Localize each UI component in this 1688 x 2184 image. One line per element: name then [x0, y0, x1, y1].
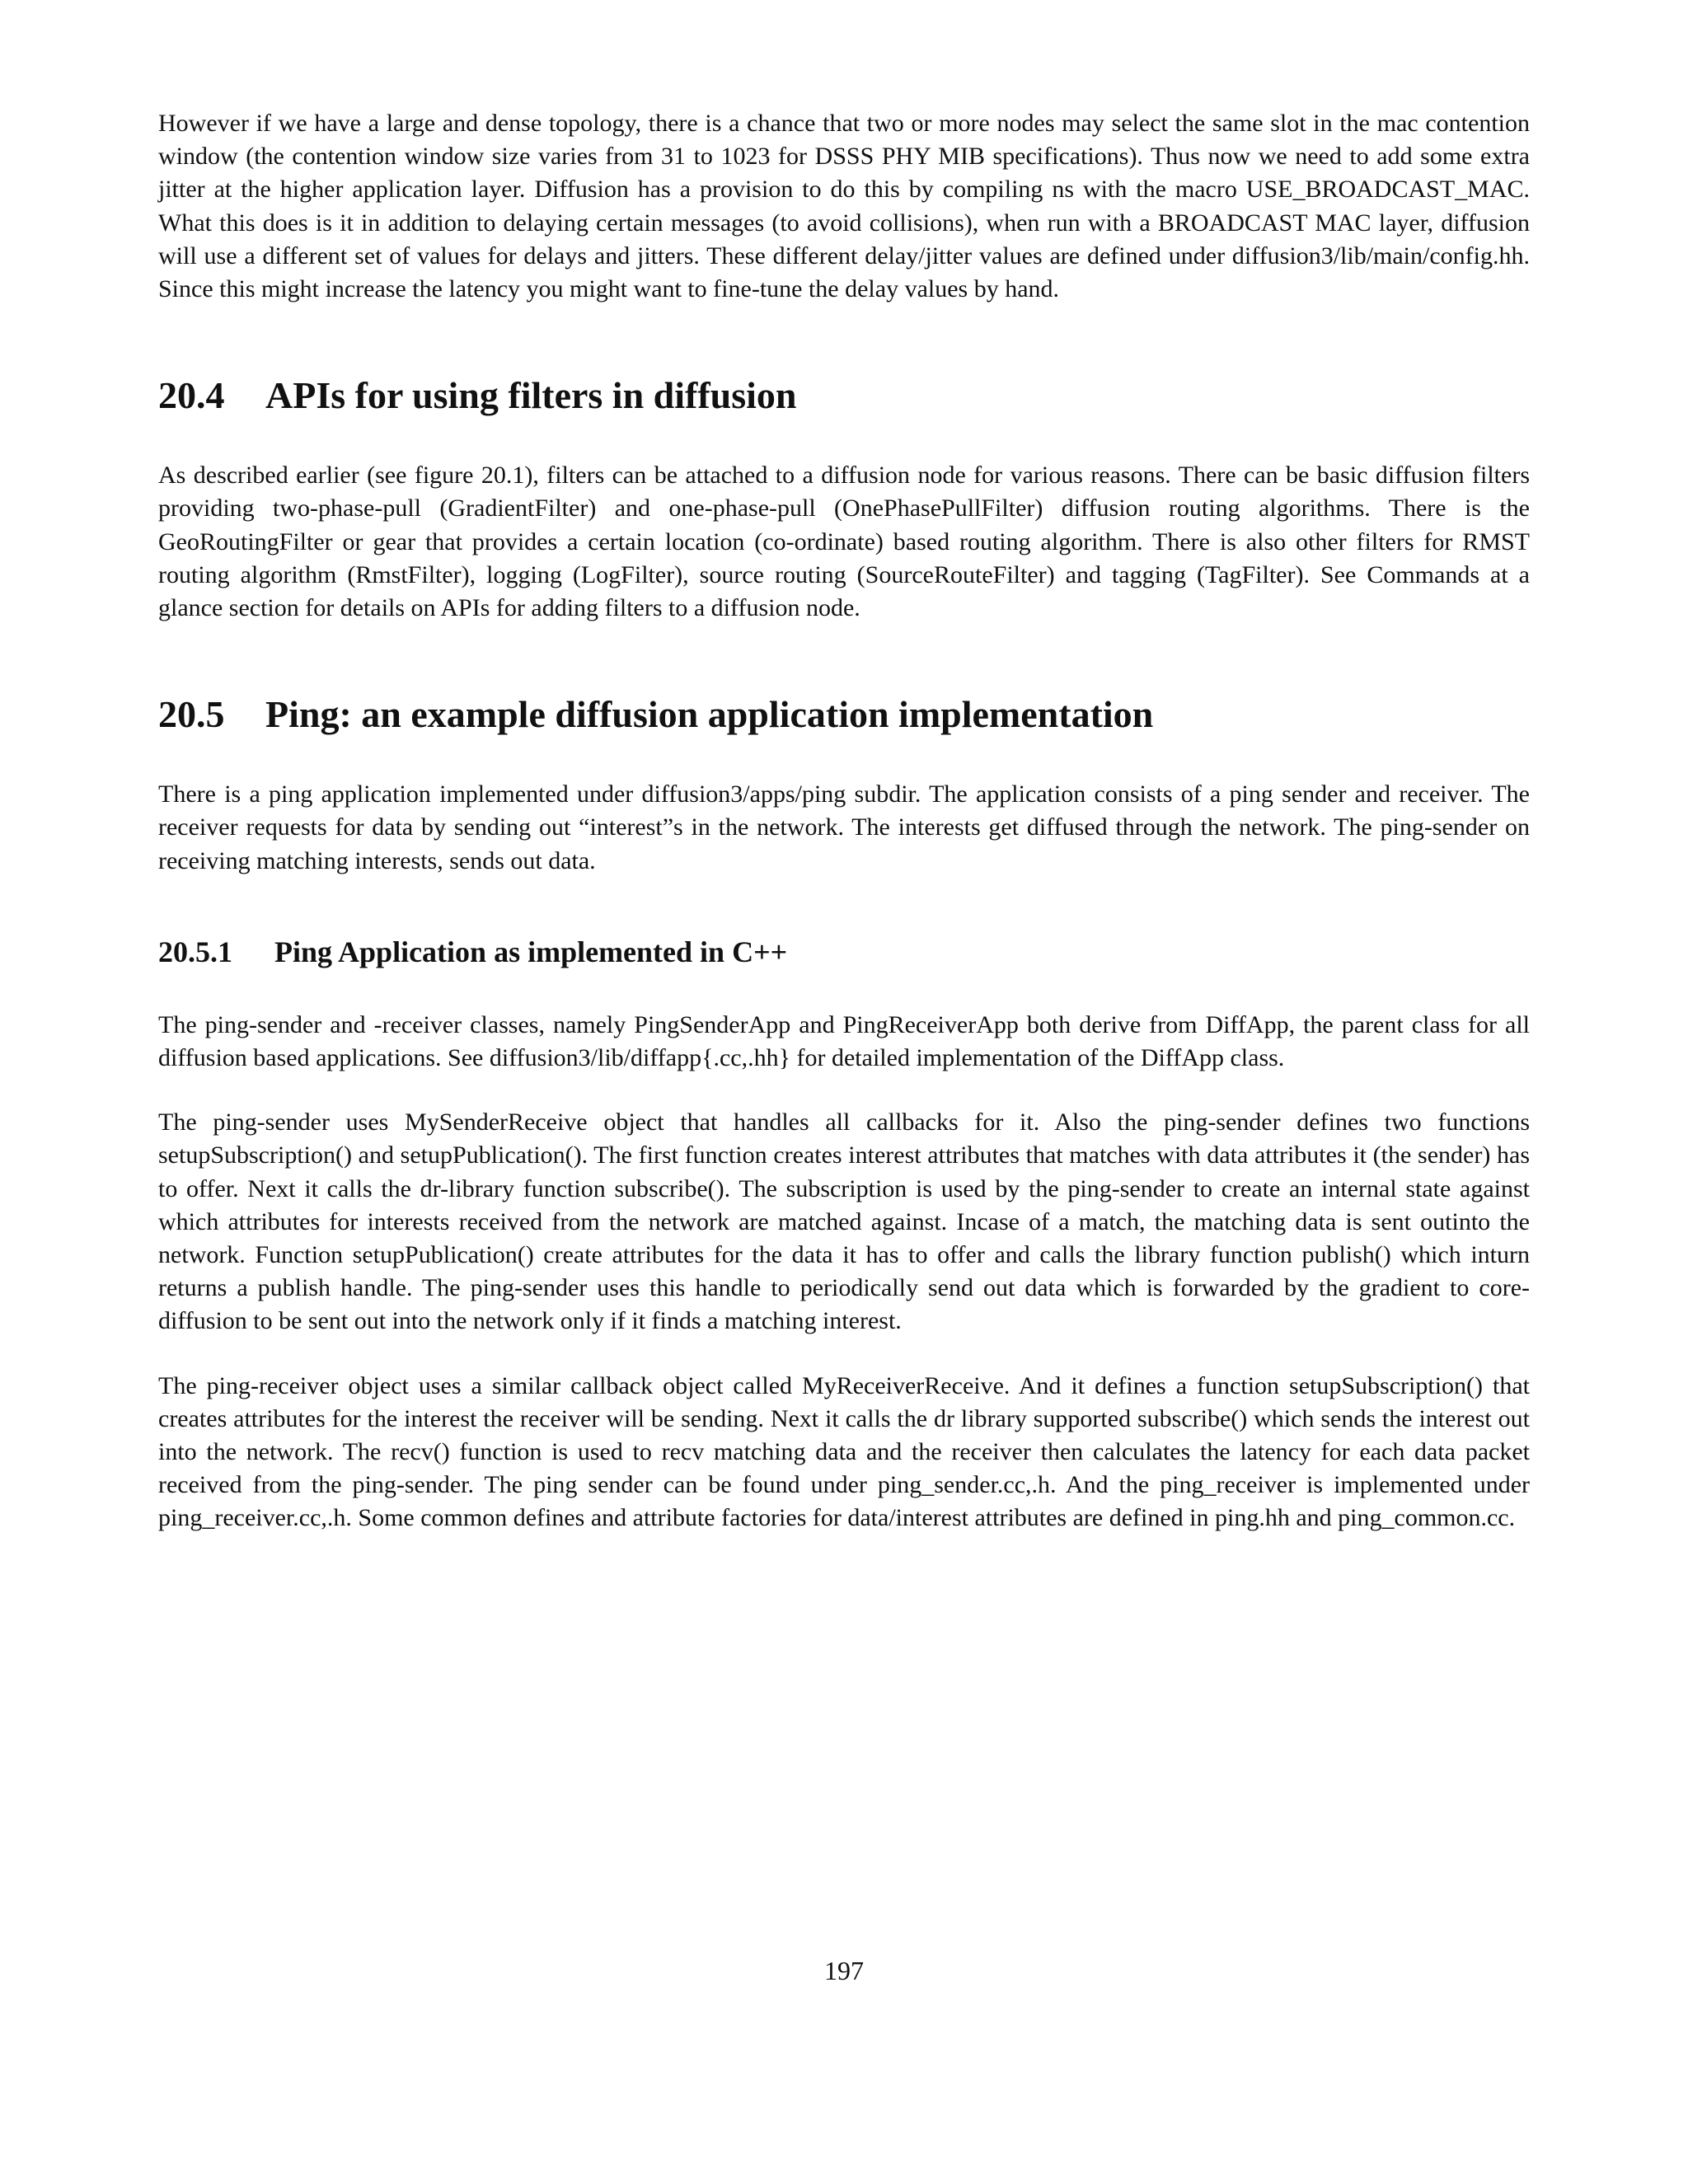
page-content [158, 107, 1530, 1535]
subsection-paragraph-2: The ping-sender uses MySenderReceive object that handles all callbacks for it. Also the ping-sender defines two functions setupSubscription() and setupPublication(). The first function creates interest attributes that matches with data attributes it (the sender) has to offer. Next it calls the dr-library function subscribe(). The subscription is used by the ping-sender to create an internal state against which attributes for interests received from the network are matched against. Incase of a match, the matching data is sent outinto the network. Function setupPublication() create attributes for the data it has to offer and calls the library function publish() which inturn returns a publish handle. The ping-sender uses this handle to periodically send out data which is forwarded by the gradient to core-diffusion to be sent out into the network only if it finds a matching interest. [158, 1108, 1530, 1335]
section-title: Ping: an example diffusion application implementation [265, 693, 1154, 736]
section-heading-20-4 [158, 373, 1530, 419]
subsection-paragraph-3: The ping-receiver object uses a similar callback object called MyReceiverReceive. And it defines a function setupSubscription() that creates attributes for the interest the receiver will be sending. Next it calls the dr library supported subscribe() which sends the interest out into the network. The recv() function is used to recv matching data and the receiver then calculates the latency for each data packet received from the ping-sender. The ping sender can be found under ping_sender.cc,.h. And the ping_receiver is implemented under ping_receiver.cc,.h. Some common defines and attribute factories for data/interest attributes are defined in ping.hh and ping_common.cc. [158, 1371, 1530, 1532]
section-20-4-paragraph: As described earlier (see figure 20.1), filters can be attached to a diffusion node for various reasons. There can be basic diffusion filters providing two-phase-pull (GradientFilter) and one-phase-pull (OnePhasePullFilter) diffusion routing algorithms. There is the GeoRoutingFilter or gear that provides a certain location (co-ordinate) based routing algorithm. There is also other filters for RMST routing algorithm (RmstFilter), logging (LogFilter), source routing (SourceRouteFilter) and tagging (TagFilter). See Commands at a glance section for details on APIs for adding filters to a diffusion node. [158, 462, 1530, 622]
subsection-heading-20-5-1 [158, 933, 1530, 971]
section-title: APIs for using filters in diffusion [265, 374, 797, 417]
subsection-number: 20.5.1 [158, 935, 232, 968]
intro-paragraph: However if we have a large and dense topology, there is a chance that two or more nodes may select the same slot in the mac contention window (the contention window size varies from 31 to 1023 for DSSS PHY MIB specifications). Thus now we need to add some extra jitter at the higher application layer. Diffusion has a provision to do this by compiling ns with the macro USE_BROADCAST_MAC. What this does is it in addition to delaying certain messages (to avoid collisions), when run with a BROADCAST MAC layer, diffusion will use a different set of values for delays and jitters. These different delay/jitter values are defined under diffusion3/lib/main/config.hh. Since this might increase the latency you might want to fine-tune the delay values by hand. [158, 110, 1530, 303]
subsection-title: Ping Application as implemented in C++ [274, 935, 788, 968]
section-20-5-paragraph: There is a ping application implemented under diffusion3/apps/ping subdir. The application consists of a ping sender and receiver. The receiver requests for data by sending out “interest”s in the network. The interests get diffused through the network. The ping-sender on receiving matching interests, sends out data. [158, 780, 1530, 874]
section-number: 20.4 [158, 374, 225, 417]
page-number: 197 [824, 1956, 864, 1985]
section-heading-20-5 [158, 691, 1530, 738]
subsection-paragraph-1: The ping-sender and -receiver classes, namely PingSenderApp and PingReceiverApp both derive from DiffApp, the parent class for all diffusion based applications. See diffusion3/lib/diffapp{.cc,.hh} for detailed implementation of the DiffApp class. [158, 1010, 1530, 1072]
section-number: 20.5 [158, 693, 225, 736]
